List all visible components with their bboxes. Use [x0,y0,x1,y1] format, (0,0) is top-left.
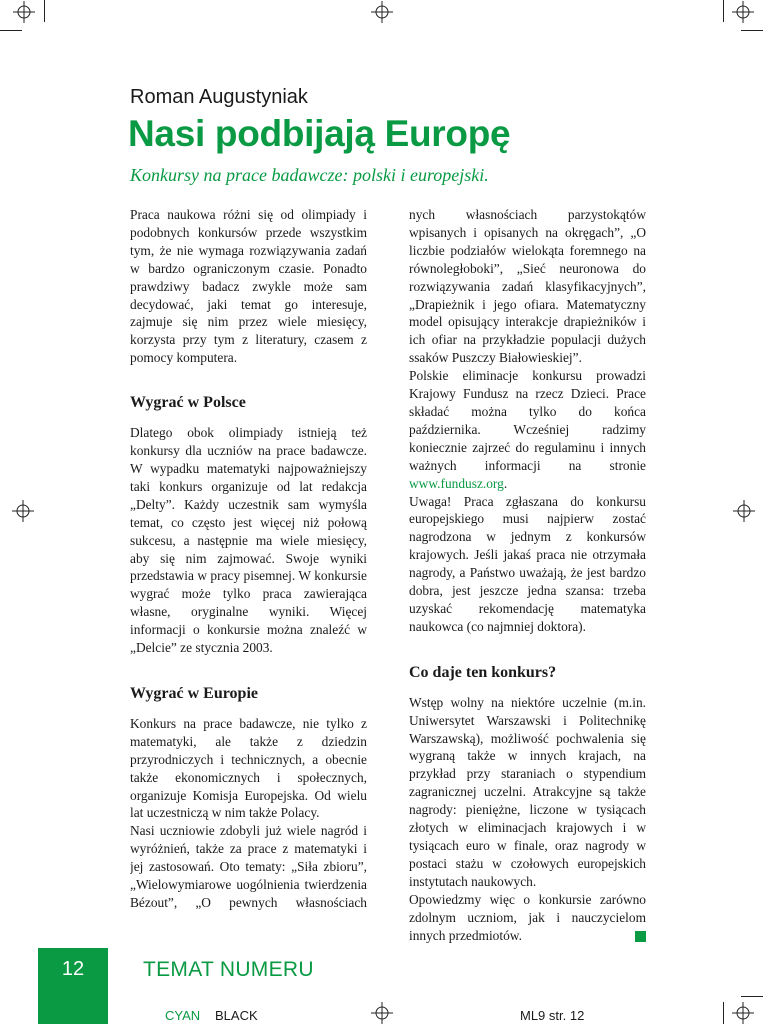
crop-mark [741,30,763,31]
registration-mark-icon [733,500,755,522]
fund-info-text: Polskie eliminacje konkursu prowadzi Krajowy Fundusz na rzecz Dzieci. Prace składać można tylko do końca października. Wcześniej radzimy koniecznie zajrzeć do regulaminu i innych ważnych informacji na stronie [409,368,646,473]
crop-mark [44,0,45,22]
registration-mark-icon [732,1002,754,1024]
crop-mark [723,0,724,22]
section-europe-paragraph [409,367,646,492]
section-benefits-paragraph: Wstęp wolny na niektóre uczelnie (m.in. Uniwersytet Warszawski i Politechnikę Warszawską), możliwość pochwalenia się wygraną także w innych krajach, na przykład przy staraniach o stypendium zagranicznej uczelni. Atrakcyjne są także nagrody: pieniężne, liczone w tysiącach złotych w eliminacjach krajowych i w tysiącach euro w finale, oraz nagrody w postaci stażu w czołowych europejskich instytutach naukowych. [409,694,646,889]
registration-mark-icon [13,1,35,23]
print-slug: ML9 str. 12 [520,1008,585,1023]
article-subtitle: Konkursy na prace badawcze: polski i europejski. [130,165,489,185]
registration-mark-icon [12,500,34,522]
crop-mark [741,996,763,997]
fundusz-link[interactable]: www.fundusz.org [409,475,504,491]
intro-paragraph: Praca naukowa różni się od olimpiady i podobnych konkursów przede wszystkim tym, że nie wymaga rozwiązywania zadań w bardzo ograniczonym czasie. Ponadto prawdziwy badacz zwykle może sam decydować, jaki temat go interesuje, zajmuje się nim przez wiele miesięcy, korzysta przy tym z literatury, czasem z pomocy komputera. [130,207,367,366]
closing-text: Opowiedzmy więc o konkursie zarówno zdolnym uczniom, jak i nauczycielom innych przedmiotów. [409,891,646,943]
section-heading-europe: Wygrać w Europie [130,684,258,702]
plate-cyan-label: CYAN [165,1008,201,1023]
registration-mark-icon [371,1002,393,1024]
registration-mark-icon [371,1,393,23]
registration-mark-icon [732,1,754,23]
article-column-left [130,206,367,911]
crop-mark [0,30,22,31]
article-column-right [409,206,646,944]
section-benefits-paragraph [409,891,646,945]
author-name: Roman Augustyniak [130,86,308,108]
section-europe-paragraph: Konkurs na prace badawcze, nie tylko z matematyki, ale także z dziedzin przyrodniczych i technicznych, a obecnie także ekonomicznych i społecznych, organizuje Komisja Europejska. Od wielu lat uczestniczą w nim także Polacy. [130,715,367,821]
section-heading-poland: Wygrać w Polsce [130,394,246,412]
section-label: TEMAT NUMERU [143,958,314,981]
fund-info-end: . [503,475,508,491]
section-poland-paragraph: Dlatego obok olimpiady istnieją też konkursy dla uczniów na prace badawcze. W wypadku matematyki najpoważniejszy taki konkurs organizuje od lat redakcja „Delty”. Każdy uczestnik sam wymyśla temat, co często jest więcej niż połową sukcesu, a następnie ma wiele miesięcy, aby się nim zajmować. Swoje wyniki przedstawia w pracy pisemnej. W konkursie wygrać może tylko praca zawierająca własne, oryginalne wyniki. Więcej informacji o konkursie można znaleźć w „Delcie” ze stycznia 2003. [130,425,367,656]
article-title: Nasi podbijają Europę [128,113,511,154]
page-number: 12 [61,958,85,980]
plate-black-label: BLACK [215,1008,258,1023]
section-europe-continued: nych własnościach parzystokątów wpisanych i opisanych na okręgach”, „O liczbie podziałów wielokąta foremnego na równoległoboki”, „Sieć neuronowa do rozwiązywania zadań klasyfikacyjnych”, „Drapieżnik i jego ofiara. Matematyczny model opisujący interakcje drapieżników i ich ofiar na przykładzie populacji dużych ssaków Puszczy Białowieskiej”. [409,207,646,366]
end-of-article-mark [635,931,646,942]
section-heading-benefits: Co daje ten konkurs? [409,663,557,681]
section-europe-paragraph: Nasi uczniowie zdobyli już wiele nagród i wyróżnień, także za prace z matematyki i jej zastosowań. Oto tematy: „Siła zbioru”, „Wielowymiarowe uogólnienia twierdzenia Bézout”, „O pewnych własnościach [130,823,367,910]
crop-mark [723,1002,724,1024]
section-europe-paragraph: Uwaga! Praca zgłaszana do konkursu europejskiego musi najpierw zostać nagrodzona w jednym z konkursów krajowych. Jeśli jakaś praca nie otrzymała nagrody, a Państwo uważają, że jest bardzo dobra, jest jeszcze jedna szansa: trzeba uzyskać rekomendację matematyka naukowca (co najmniej doktora). [409,493,646,634]
